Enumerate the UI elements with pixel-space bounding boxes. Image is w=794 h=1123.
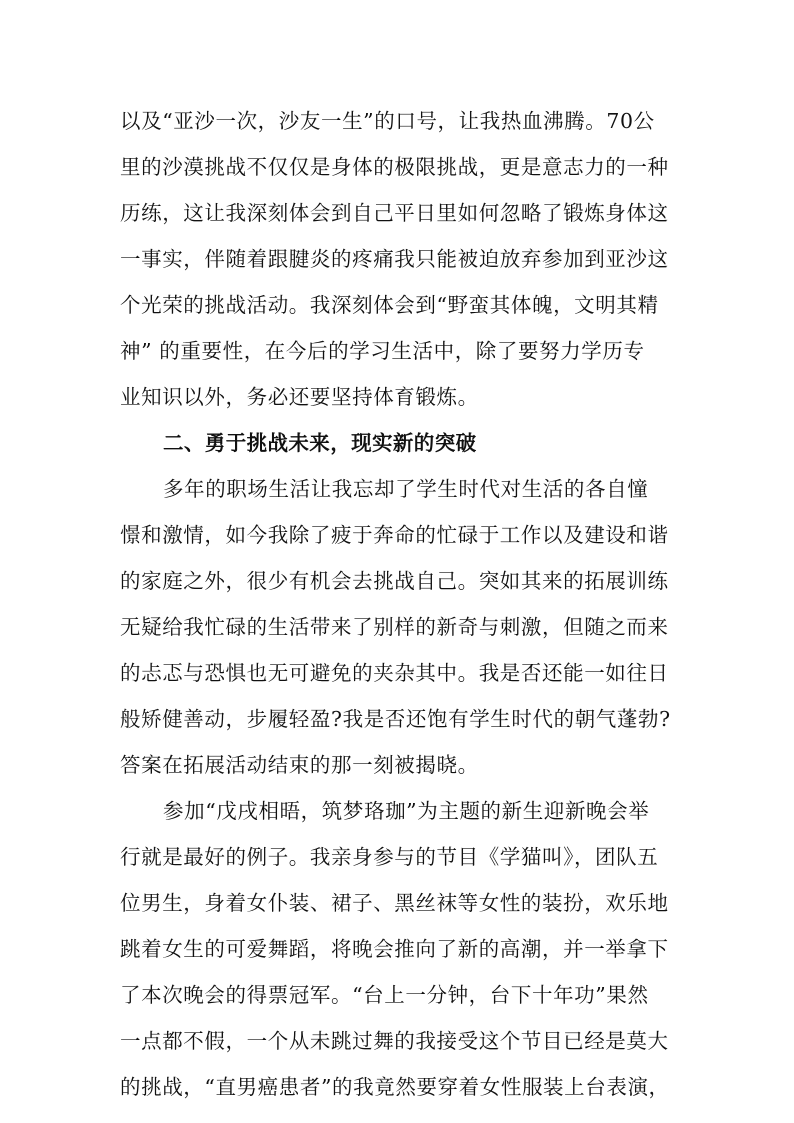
paragraph-line: 跳着女生的可爱舞蹈，将晚会推向了新的高潮，并一举拿下 — [120, 937, 669, 961]
paragraph-line: 一点都不假，一个从未跳过舞的我接受这个节目已经是莫大 — [120, 1029, 669, 1053]
paragraph-line: 的家庭之外，很少有机会去挑战自己。突如其来的拓展训练 — [120, 569, 669, 593]
paragraph-line: 多年的职场生活让我忘却了学生时代对生活的各自憧 — [163, 477, 649, 501]
section-heading: 二、勇于挑战未来，现实新的突破 — [163, 431, 477, 455]
paragraph-line: 的忐忑与恐惧也无可避免的夹杂其中。我是否还能一如往日 — [120, 661, 669, 685]
paragraph-line: 业知识以外，务必还要坚持体育锻炼。 — [120, 385, 479, 409]
paragraph-line: 位男生，身着女仆装、裙子、黑丝袜等女性的装扮，欢乐地 — [120, 891, 669, 915]
paragraph-line: 个光荣的挑战活动。我深刻体会到“野蛮其体魄，文明其精 — [120, 293, 659, 317]
paragraph-line: 一事实，伴随着跟腱炎的疼痛我只能被迫放弃参加到亚沙这 — [120, 247, 669, 271]
paragraph-line: 憬和激情，如今我除了疲于奔命的忙碌于工作以及建设和谐 — [120, 523, 669, 547]
paragraph-line: 以及“亚沙一次，沙友一生”的口号，让我热血沸腾。70公 — [120, 109, 655, 133]
paragraph-line: 般矫健善动，步履轻盈?我是否还饱有学生时代的朝气蓬勃? — [120, 707, 671, 731]
paragraph-line: 了本次晚会的得票冠军。“台上一分钟，台下十年功”果然 — [120, 983, 649, 1007]
paragraph-line: 无疑给我忙碌的生活带来了别样的新奇与刺激，但随之而来 — [120, 615, 669, 639]
paragraph-line: 参加“戊戌相晤，筑梦珞珈”为主题的新生迎新晚会举 — [163, 799, 650, 823]
paragraph-line: 历练，这让我深刻体会到自己平日里如何忽略了锻炼身体这 — [120, 201, 669, 225]
paragraph-line: 里的沙漠挑战不仅仅是身体的极限挑战，更是意志力的一种 — [120, 155, 669, 179]
paragraph-line: 答案在拓展活动结束的那一刻被揭晓。 — [120, 753, 479, 777]
paragraph-line: 神” 的重要性，在今后的学习生活中，除了要努力学历专 — [120, 339, 645, 363]
paragraph-line: 行就是最好的例子。我亲身参与的节目《学猫叫》，团队五 — [120, 845, 659, 869]
paragraph-line: 的挑战，“直男癌患者”的我竟然要穿着女性服装上台表演， — [120, 1075, 670, 1099]
